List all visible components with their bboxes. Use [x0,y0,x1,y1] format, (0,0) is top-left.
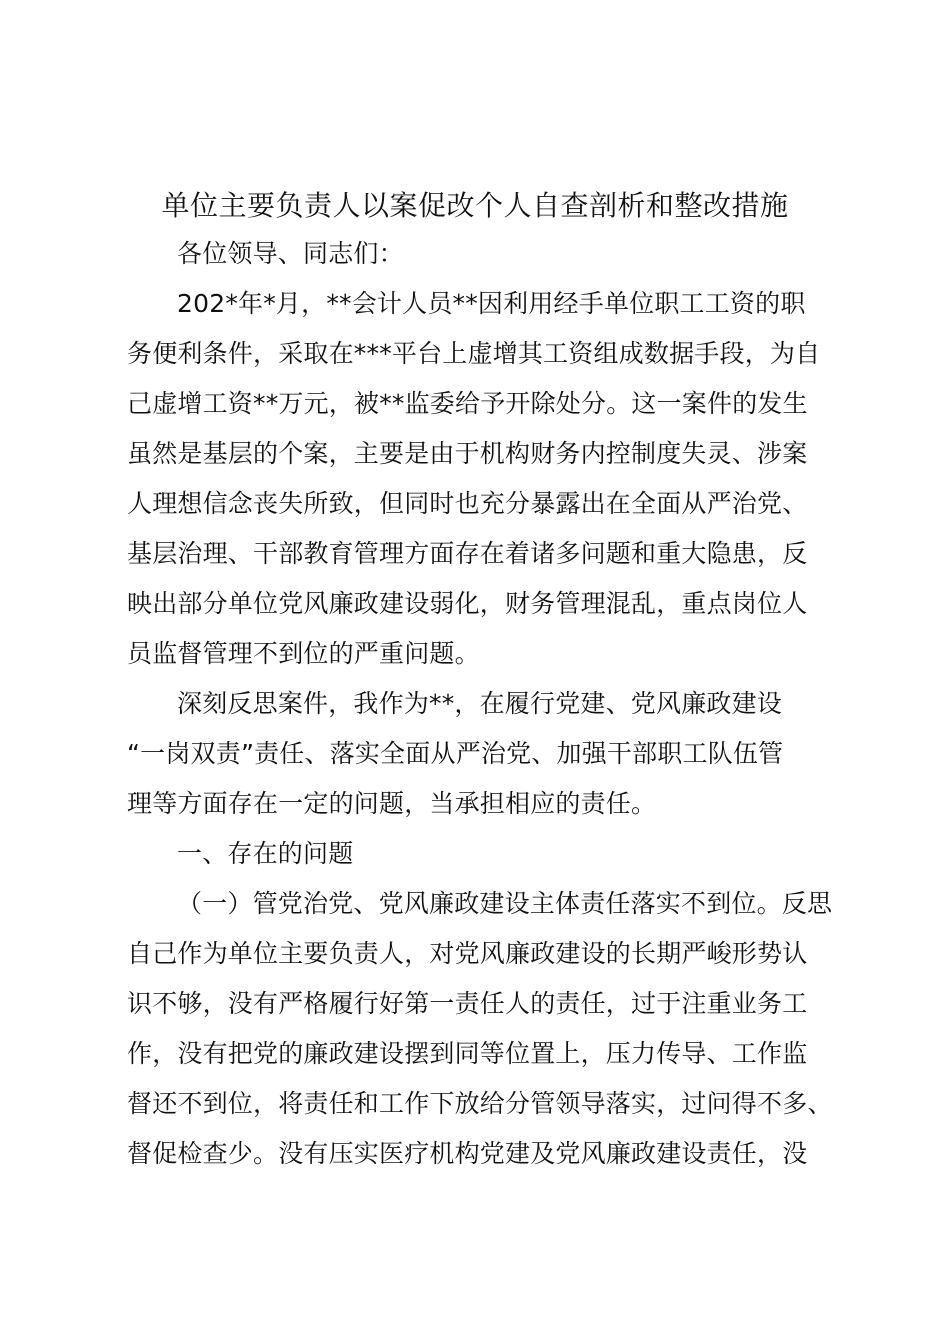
paragraph-line: 映出部分单位党风廉政建设弱化，财务管理混乱，重点岗位人 [127,589,808,618]
paragraph-line: 人理想信念丧失所致，但同时也充分暴露出在全面从严治党、 [127,489,808,518]
paragraph-line: 基层治理、干部教育管理方面存在着诸多问题和重大隐患，反 [127,539,808,568]
paragraph-line: 己虚增工资**万元，被**监委给予开除处分。这一案件的发生 [127,389,808,418]
paragraph-line: 202*年*月，**会计人员**因利用经手单位职工工资的职 [177,289,806,318]
paragraph-line: （一）管党治党、党风廉政建设主体责任落实不到位。反思 [177,889,833,918]
paragraph-line: 务便利条件，采取在***平台上虚增其工资组成数据手段，为自 [127,339,821,368]
paragraph-line: 深刻反思案件，我作为**，在履行党建、党风廉政建设 [177,689,783,718]
paragraph-line: 作，没有把党的廉政建设摆到同等位置上，压力传导、工作监 [127,1039,808,1068]
paragraph-line: 员监督管理不到位的严重问题。 [127,639,480,668]
paragraph-line: “一岗双责”责任、落实全面从严治党、加强干部职工队伍管 [127,739,784,768]
section-heading: 一、存在的问题 [177,839,354,868]
paragraph-line: 虽然是基层的个案，主要是由于机构财务内控制度失灵、涉案 [127,439,808,468]
paragraph-line: 理等方面存在一定的问题，当承担相应的责任。 [127,789,657,818]
greeting: 各位领导、同志们： [177,239,404,268]
paragraph-line: 督促检查少。没有压实医疗机构党建及党风廉政建设责任，没 [127,1139,808,1168]
paragraph-line: 识不够，没有严格履行好第一责任人的责任，过于注重业务工 [127,989,808,1018]
document-title: 单位主要负责人以案促改个人自查剖析和整改措施 [161,189,789,222]
paragraph-line: 自己作为单位主要负责人，对党风廉政建设的长期严峻形势认 [127,939,808,968]
paragraph-line: 督还不到位，将责任和工作下放给分管领导落实，过问得不多、 [127,1089,833,1118]
